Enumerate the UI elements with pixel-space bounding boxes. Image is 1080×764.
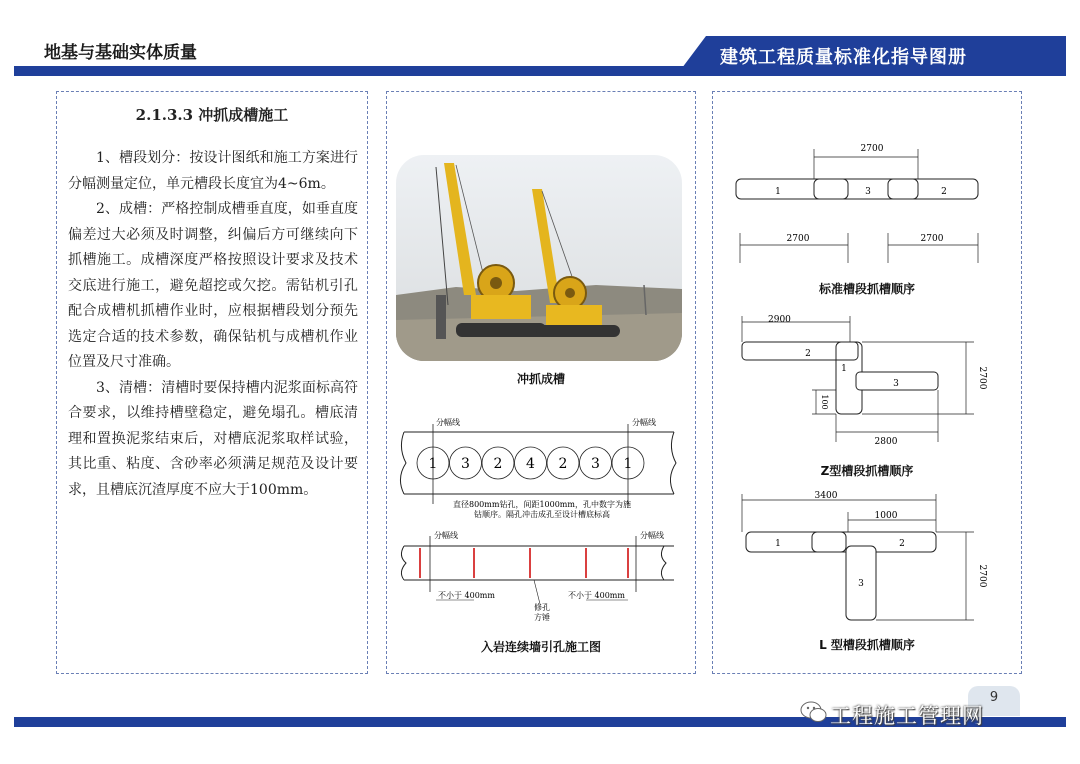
l-dim-top: 3400 — [814, 491, 838, 501]
wechat-icon — [800, 700, 828, 724]
std-dim-right: 2700 — [920, 234, 944, 244]
std-label-2: 2 — [941, 187, 947, 197]
standard-caption: 标准槽段抓槽顺序 — [818, 282, 915, 296]
header-right-title: 建筑工程质量标准化指导图册 — [720, 47, 967, 68]
std-label-1: 1 — [775, 187, 781, 197]
hole-note-line1: 直径800mm钻孔，间距1000mm，孔中数字为施 — [453, 500, 631, 509]
l-dim-inner: 1000 — [874, 511, 898, 521]
paragraph-1: 1、槽段划分：按设计图纸和施工方案进行分幅测量定位，单元槽段长度宜为4~6m。 — [68, 150, 358, 192]
hole-sequence-diagram — [396, 414, 688, 518]
body-text — [68, 146, 358, 503]
l-dim-right: 2700 — [977, 564, 987, 588]
z-label-2: 2 — [805, 349, 811, 359]
rock-dim-left: 不小于 400mm — [438, 591, 495, 600]
l-label-2: 2 — [899, 539, 905, 549]
split-line-label-right: 分幅线 — [632, 418, 656, 427]
z-label-1: 1 — [841, 364, 847, 374]
std-label-3: 3 — [865, 187, 871, 197]
repair-label-2: 方锤 — [534, 613, 550, 622]
z-type-caption: Z型槽段抓槽顺序 — [820, 464, 914, 478]
photo-caption: 冲抓成槽 — [516, 372, 565, 386]
rock-wall-diagram — [396, 530, 688, 630]
paragraph-2: 2、成槽：严格控制成槽垂直度，如垂直度偏差过大必须及时调整，纠偏后方可继续向下抓槽施工。成槽深度严格按照设计要求及技术交底进行施工，避免超挖或欠挖。需钻机引孔配合成槽机抓槽作业时，应根据槽段划分预先选定合适的技术参数，确保钻机与成槽机作业位置及尺寸准确。 — [68, 201, 358, 370]
hole-number: 1 — [428, 456, 438, 472]
z-label-3: 3 — [893, 379, 899, 389]
hole-number: 2 — [493, 456, 503, 472]
rock-diagram-caption: 入岩连续墙引孔施工图 — [480, 640, 601, 654]
grab-machine-photo — [396, 155, 682, 361]
hole-number: 1 — [623, 456, 633, 472]
header-left-title: 地基与基础实体质量 — [44, 43, 197, 63]
hole-number: 3 — [591, 456, 600, 472]
z-type-trench-diagram — [722, 312, 1012, 462]
repair-label-1: 修孔 — [534, 603, 550, 612]
z-dim-top: 2900 — [768, 315, 791, 325]
l-type-trench-diagram — [722, 488, 1012, 628]
z-dim-bottom: 2800 — [874, 437, 898, 447]
standard-trench-diagram — [722, 135, 1012, 275]
watermark: 工程施工管理网 — [830, 704, 984, 728]
hole-note-line2: 钻顺序。隔孔冲击成孔至设计槽底标高 — [474, 510, 610, 518]
std-dim-left: 2700 — [786, 234, 810, 244]
l-type-caption: L 型槽段抓槽顺序 — [819, 638, 915, 652]
z-dim-small: 100 — [820, 394, 829, 410]
hole-number: 4 — [526, 456, 535, 472]
std-dim-top: 2700 — [860, 144, 884, 154]
rock-split-label-left: 分幅线 — [434, 531, 458, 540]
z-dim-right: 2700 — [977, 366, 987, 390]
hole-number: 3 — [461, 456, 470, 472]
hole-number: 2 — [558, 456, 568, 472]
page-number: 9 — [989, 690, 999, 705]
l-label-3: 3 — [858, 579, 864, 589]
rock-dim-right: 不小于 400mm — [568, 591, 625, 600]
section-title: 2.1.3.3 冲抓成槽施工 — [135, 106, 289, 124]
paragraph-3: 3、清槽：清槽时要保持槽内泥浆面标高符合要求，以维持槽壁稳定，避免塌孔。槽底清理和置换泥浆结束后，对槽底泥浆取样试验，其比重、粘度、含砂率必须满足规范及设计要求，且槽底沉渣厚度不应大于100mm。 — [68, 379, 358, 498]
rock-split-label-right: 分幅线 — [640, 531, 664, 540]
split-line-label-left: 分幅线 — [436, 418, 460, 427]
l-label-1: 1 — [775, 539, 781, 549]
